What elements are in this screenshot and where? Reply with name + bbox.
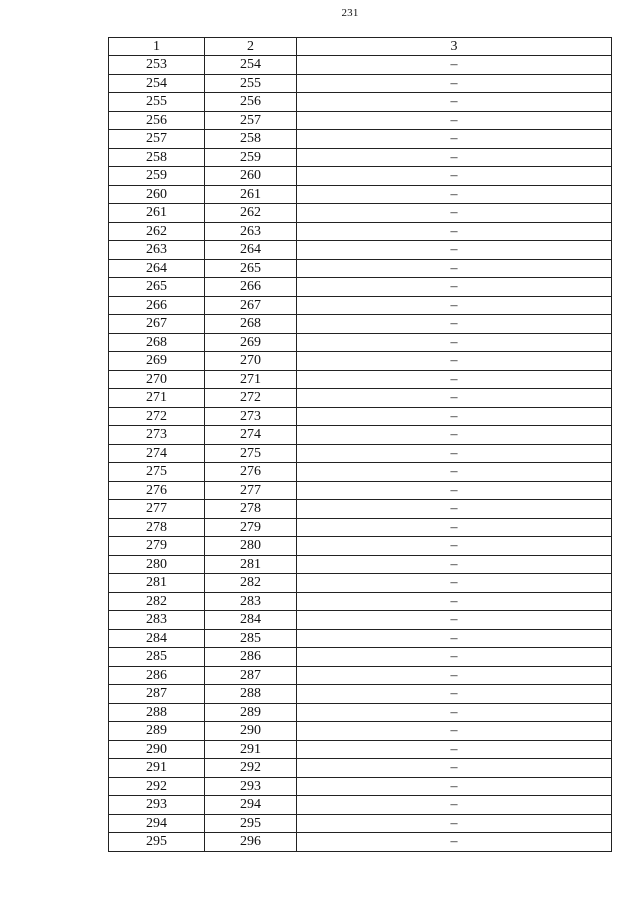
table-cell-col-2: 284 — [205, 611, 297, 630]
table-row — [109, 592, 612, 611]
table-cell-col-1: 273 — [109, 426, 205, 445]
table-cell-col-3: – — [297, 296, 612, 315]
table-cell-col-2: 275 — [205, 444, 297, 463]
table-row — [109, 222, 612, 241]
table-cell-col-2: 262 — [205, 204, 297, 223]
table-cell-col-2: 254 — [205, 56, 297, 75]
table-cell-col-2: 269 — [205, 333, 297, 352]
table-cell-col-1: 262 — [109, 222, 205, 241]
table-cell-col-1: 284 — [109, 629, 205, 648]
table-cell-col-2: 281 — [205, 555, 297, 574]
column-header-1: 1 — [109, 38, 205, 56]
table-cell-col-1: 286 — [109, 666, 205, 685]
table-row — [109, 703, 612, 722]
table-cell-col-1: 278 — [109, 518, 205, 537]
table-cell-col-3: – — [297, 629, 612, 648]
table-body — [109, 56, 612, 852]
table-cell-col-1: 288 — [109, 703, 205, 722]
table-cell-col-2: 277 — [205, 481, 297, 500]
table-cell-col-1: 259 — [109, 167, 205, 186]
table-cell-col-3: – — [297, 111, 612, 130]
table-cell-col-1: 272 — [109, 407, 205, 426]
table-cell-col-3: – — [297, 222, 612, 241]
table-cell-col-1: 287 — [109, 685, 205, 704]
table-cell-col-1: 280 — [109, 555, 205, 574]
table-cell-col-2: 296 — [205, 833, 297, 852]
table-row — [109, 370, 612, 389]
table-cell-col-2: 272 — [205, 389, 297, 408]
table-cell-col-2: 263 — [205, 222, 297, 241]
table-row — [109, 685, 612, 704]
table-cell-col-3: – — [297, 648, 612, 667]
table-cell-col-2: 268 — [205, 315, 297, 334]
column-header-2: 2 — [205, 38, 297, 56]
table-cell-col-3: – — [297, 796, 612, 815]
table-cell-col-1: 277 — [109, 500, 205, 519]
table-cell-col-1: 290 — [109, 740, 205, 759]
table-cell-col-3: – — [297, 407, 612, 426]
table-cell-col-1: 257 — [109, 130, 205, 149]
table-row — [109, 648, 612, 667]
table-row — [109, 167, 612, 186]
table-cell-col-3: – — [297, 481, 612, 500]
table-cell-col-3: – — [297, 148, 612, 167]
table-cell-col-2: 265 — [205, 259, 297, 278]
table-cell-col-1: 264 — [109, 259, 205, 278]
table-cell-col-2: 283 — [205, 592, 297, 611]
table-cell-col-3: – — [297, 722, 612, 741]
table-cell-col-1: 281 — [109, 574, 205, 593]
table-cell-col-2: 266 — [205, 278, 297, 297]
table-cell-col-1: 276 — [109, 481, 205, 500]
table-cell-col-3: – — [297, 204, 612, 223]
table-cell-col-3: – — [297, 352, 612, 371]
table-cell-col-1: 265 — [109, 278, 205, 297]
table-cell-col-2: 270 — [205, 352, 297, 371]
table-cell-col-1: 279 — [109, 537, 205, 556]
table-cell-col-2: 287 — [205, 666, 297, 685]
table-cell-col-1: 294 — [109, 814, 205, 833]
table-cell-col-3: – — [297, 426, 612, 445]
table-row — [109, 629, 612, 648]
table-row — [109, 315, 612, 334]
table-cell-col-2: 261 — [205, 185, 297, 204]
table-cell-col-3: – — [297, 759, 612, 778]
table-cell-col-1: 263 — [109, 241, 205, 260]
table-cell-col-2: 291 — [205, 740, 297, 759]
table-row — [109, 814, 612, 833]
table-cell-col-3: – — [297, 611, 612, 630]
table-row — [109, 833, 612, 852]
table-cell-col-2: 273 — [205, 407, 297, 426]
table-cell-col-1: 275 — [109, 463, 205, 482]
table-cell-col-1: 292 — [109, 777, 205, 796]
table-row — [109, 740, 612, 759]
table-cell-col-1: 253 — [109, 56, 205, 75]
table-cell-col-3: – — [297, 259, 612, 278]
table-header — [109, 38, 612, 56]
table-row — [109, 537, 612, 556]
table-row — [109, 518, 612, 537]
table-cell-col-3: – — [297, 185, 612, 204]
table-row — [109, 56, 612, 75]
table-cell-col-3: – — [297, 315, 612, 334]
table-row — [109, 444, 612, 463]
table-cell-col-3: – — [297, 703, 612, 722]
table-cell-col-2: 258 — [205, 130, 297, 149]
page-number: 231 — [341, 7, 359, 19]
table-cell-col-2: 260 — [205, 167, 297, 186]
table-cell-col-3: – — [297, 500, 612, 519]
data-table — [108, 37, 612, 852]
table-row — [109, 185, 612, 204]
table-cell-col-1: 274 — [109, 444, 205, 463]
table-row — [109, 611, 612, 630]
header-row — [109, 38, 612, 56]
table-row — [109, 722, 612, 741]
table-cell-col-1: 269 — [109, 352, 205, 371]
table-cell-col-2: 276 — [205, 463, 297, 482]
table-row — [109, 759, 612, 778]
table-row — [109, 796, 612, 815]
table-cell-col-1: 293 — [109, 796, 205, 815]
table-cell-col-1: 266 — [109, 296, 205, 315]
table-cell-col-3: – — [297, 740, 612, 759]
table-cell-col-2: 259 — [205, 148, 297, 167]
table-cell-col-3: – — [297, 74, 612, 93]
table-row — [109, 74, 612, 93]
table-row — [109, 296, 612, 315]
table-cell-col-3: – — [297, 666, 612, 685]
table-row — [109, 148, 612, 167]
table-cell-col-1: 291 — [109, 759, 205, 778]
table-cell-col-2: 295 — [205, 814, 297, 833]
table-cell-col-3: – — [297, 241, 612, 260]
table-cell-col-1: 271 — [109, 389, 205, 408]
table-cell-col-1: 289 — [109, 722, 205, 741]
table-cell-col-1: 283 — [109, 611, 205, 630]
table-row — [109, 333, 612, 352]
table-cell-col-3: – — [297, 278, 612, 297]
table-row — [109, 555, 612, 574]
table-cell-col-1: 282 — [109, 592, 205, 611]
table-row — [109, 111, 612, 130]
table-row — [109, 389, 612, 408]
table-row — [109, 259, 612, 278]
table-cell-col-2: 288 — [205, 685, 297, 704]
table-cell-col-2: 255 — [205, 74, 297, 93]
table-row — [109, 463, 612, 482]
table-cell-col-3: – — [297, 463, 612, 482]
table-cell-col-2: 285 — [205, 629, 297, 648]
table-cell-col-2: 292 — [205, 759, 297, 778]
table-row — [109, 241, 612, 260]
table-cell-col-3: – — [297, 518, 612, 537]
table-row — [109, 777, 612, 796]
table-cell-col-3: – — [297, 130, 612, 149]
table-row — [109, 481, 612, 500]
table-cell-col-2: 271 — [205, 370, 297, 389]
table-cell-col-2: 257 — [205, 111, 297, 130]
table-cell-col-1: 295 — [109, 833, 205, 852]
table-cell-col-3: – — [297, 777, 612, 796]
table-cell-col-2: 290 — [205, 722, 297, 741]
table-cell-col-3: – — [297, 444, 612, 463]
table-row — [109, 426, 612, 445]
table-cell-col-1: 268 — [109, 333, 205, 352]
table-cell-col-1: 267 — [109, 315, 205, 334]
table-cell-col-3: – — [297, 833, 612, 852]
table-cell-col-3: – — [297, 93, 612, 112]
table-cell-col-3: – — [297, 814, 612, 833]
table-cell-col-3: – — [297, 389, 612, 408]
table-cell-col-1: 254 — [109, 74, 205, 93]
table-cell-col-3: – — [297, 167, 612, 186]
table-row — [109, 574, 612, 593]
table-cell-col-2: 289 — [205, 703, 297, 722]
table-cell-col-1: 260 — [109, 185, 205, 204]
table-row — [109, 278, 612, 297]
table-cell-col-2: 264 — [205, 241, 297, 260]
table-cell-col-2: 279 — [205, 518, 297, 537]
table-row — [109, 352, 612, 371]
table-row — [109, 130, 612, 149]
table-cell-col-2: 294 — [205, 796, 297, 815]
table-row — [109, 407, 612, 426]
table-cell-col-3: – — [297, 574, 612, 593]
table-cell-col-1: 255 — [109, 93, 205, 112]
table-cell-col-2: 286 — [205, 648, 297, 667]
table-cell-col-2: 267 — [205, 296, 297, 315]
table-cell-col-3: – — [297, 537, 612, 556]
table-cell-col-2: 280 — [205, 537, 297, 556]
table-row — [109, 93, 612, 112]
table-cell-col-3: – — [297, 685, 612, 704]
table-cell-col-3: – — [297, 56, 612, 75]
table-cell-col-1: 261 — [109, 204, 205, 223]
table-cell-col-1: 285 — [109, 648, 205, 667]
table-cell-col-2: 293 — [205, 777, 297, 796]
table-cell-col-3: – — [297, 370, 612, 389]
table-cell-col-2: 278 — [205, 500, 297, 519]
table-row — [109, 666, 612, 685]
table-cell-col-1: 270 — [109, 370, 205, 389]
table-cell-col-1: 258 — [109, 148, 205, 167]
table-cell-col-3: – — [297, 592, 612, 611]
column-header-3: 3 — [297, 38, 612, 56]
table-cell-col-3: – — [297, 333, 612, 352]
table-cell-col-2: 274 — [205, 426, 297, 445]
table-row — [109, 500, 612, 519]
table-cell-col-1: 256 — [109, 111, 205, 130]
table-cell-col-3: – — [297, 555, 612, 574]
table-cell-col-2: 256 — [205, 93, 297, 112]
table-cell-col-2: 282 — [205, 574, 297, 593]
table-row — [109, 204, 612, 223]
